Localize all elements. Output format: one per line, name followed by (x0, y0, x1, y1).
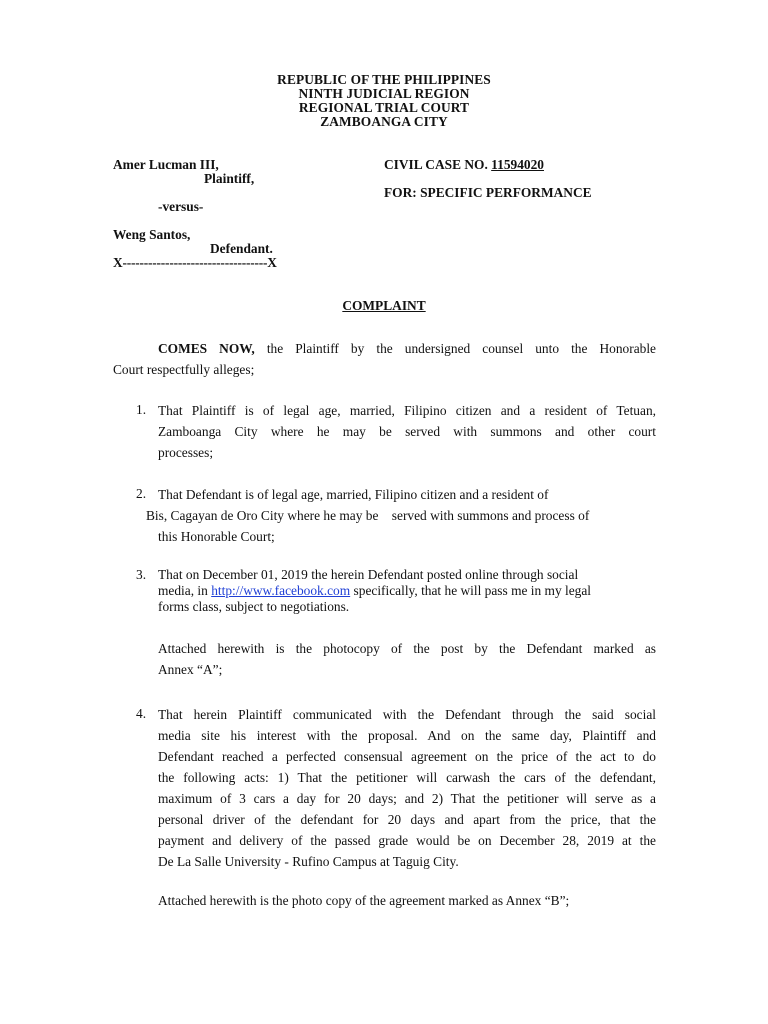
annex-a-note (158, 638, 656, 680)
allegation-4-line: Defendant reached a perfected consensual agreement on the price of the act to do (158, 749, 656, 764)
intro-line2: Court respectfully alleges; (113, 362, 255, 377)
allegation-4-text (158, 704, 656, 872)
facebook-link[interactable]: http://www.facebook.com (211, 583, 351, 598)
allegation-2-text (146, 484, 656, 547)
annex-b-note: Attached herewith is the photo copy of the agreement marked as Annex “B”; (158, 893, 570, 908)
court-header-republic: REPUBLIC OF THE PHILIPPINES (277, 72, 491, 87)
allegation-2-line: this Honorable Court; (158, 529, 275, 544)
allegation-3-line (158, 583, 656, 599)
allegation-2-line: That Defendant is of legal age, married, Filipino citizen and a resident of (158, 487, 549, 502)
allegation-3-line2-post: specifically, that he will pass me in my legal (353, 583, 592, 598)
versus-label: -versus- (158, 199, 204, 214)
allegation-4-line: De La Salle University - Rufino Campus at Taguig City. (158, 854, 459, 869)
nature-of-action: FOR: SPECIFIC PERFORMANCE (384, 185, 592, 200)
case-number-value: 11594020 (491, 157, 544, 172)
court-header-court: REGIONAL TRIAL COURT (298, 100, 470, 115)
allegation-4-line: That herein Plaintiff communicated with the Defendant through the said social (158, 707, 656, 722)
allegation-1-text (158, 400, 656, 463)
plaintiff-name: Amer Lucman III, (113, 157, 219, 172)
case-number-label: CIVIL CASE NO. (384, 157, 488, 172)
intro-paragraph (113, 338, 656, 380)
allegation-4-number: 4. (136, 706, 147, 721)
allegation-2-number: 2. (136, 486, 147, 501)
annex-a-line: Attached herewith is the photocopy of the post by the Defendant marked as (158, 641, 656, 656)
allegation-1-line: processes; (158, 445, 214, 460)
allegation-1-line: That Plaintiff is of legal age, married, Filipino citizen and a resident of Tetuan, (158, 403, 656, 418)
court-header-city: ZAMBOANGA CITY (320, 114, 448, 129)
allegation-4-line: personal driver of the defendant for 20 days and apart from the price, that the (158, 812, 656, 827)
allegation-1-line: Zamboanga City where he may be served with summons and other court (158, 424, 656, 439)
plaintiff-role: Plaintiff, (204, 171, 255, 186)
allegation-4-line: the following acts: 1) That the petitioner will carwash the cars of the defendant, (158, 770, 656, 785)
case-number-line (384, 157, 544, 173)
defendant-name: Weng Santos, (113, 227, 191, 242)
allegation-4-line: payment and delivery of the passed grade would be on December 28, 2019 at the (158, 833, 656, 848)
intro-lead: COMES NOW, (158, 341, 255, 356)
allegation-4-line: maximum of 3 cars a day for 20 days; and 2) That the petitioner will serve as a (158, 791, 656, 806)
allegation-3-line2-pre: media, in (158, 583, 208, 598)
document-title: COMPLAINT (342, 298, 426, 313)
intro-line1: the Plaintiff by the undersigned counsel unto the Honorable (266, 341, 656, 356)
court-header-region: NINTH JUDICIAL REGION (298, 86, 470, 101)
defendant-role: Defendant. (210, 241, 273, 256)
allegation-3-line: That on December 01, 2019 the herein Defendant posted online through social (158, 567, 579, 582)
allegation-2-line: Bis, Cagayan de Oro City where he may be served with summons and process of (146, 508, 590, 523)
allegation-3-text (158, 567, 656, 615)
allegation-4-line: media site his interest with the proposal. And on the same day, Plaintiff and (158, 728, 656, 743)
allegation-3-line: forms class, subject to negotiations. (158, 599, 350, 614)
caption-separator: X----------------------------------X (113, 255, 277, 270)
annex-a-line: Annex “A”; (158, 662, 223, 677)
allegation-3-number: 3. (136, 567, 147, 582)
allegation-1-number: 1. (136, 402, 147, 417)
